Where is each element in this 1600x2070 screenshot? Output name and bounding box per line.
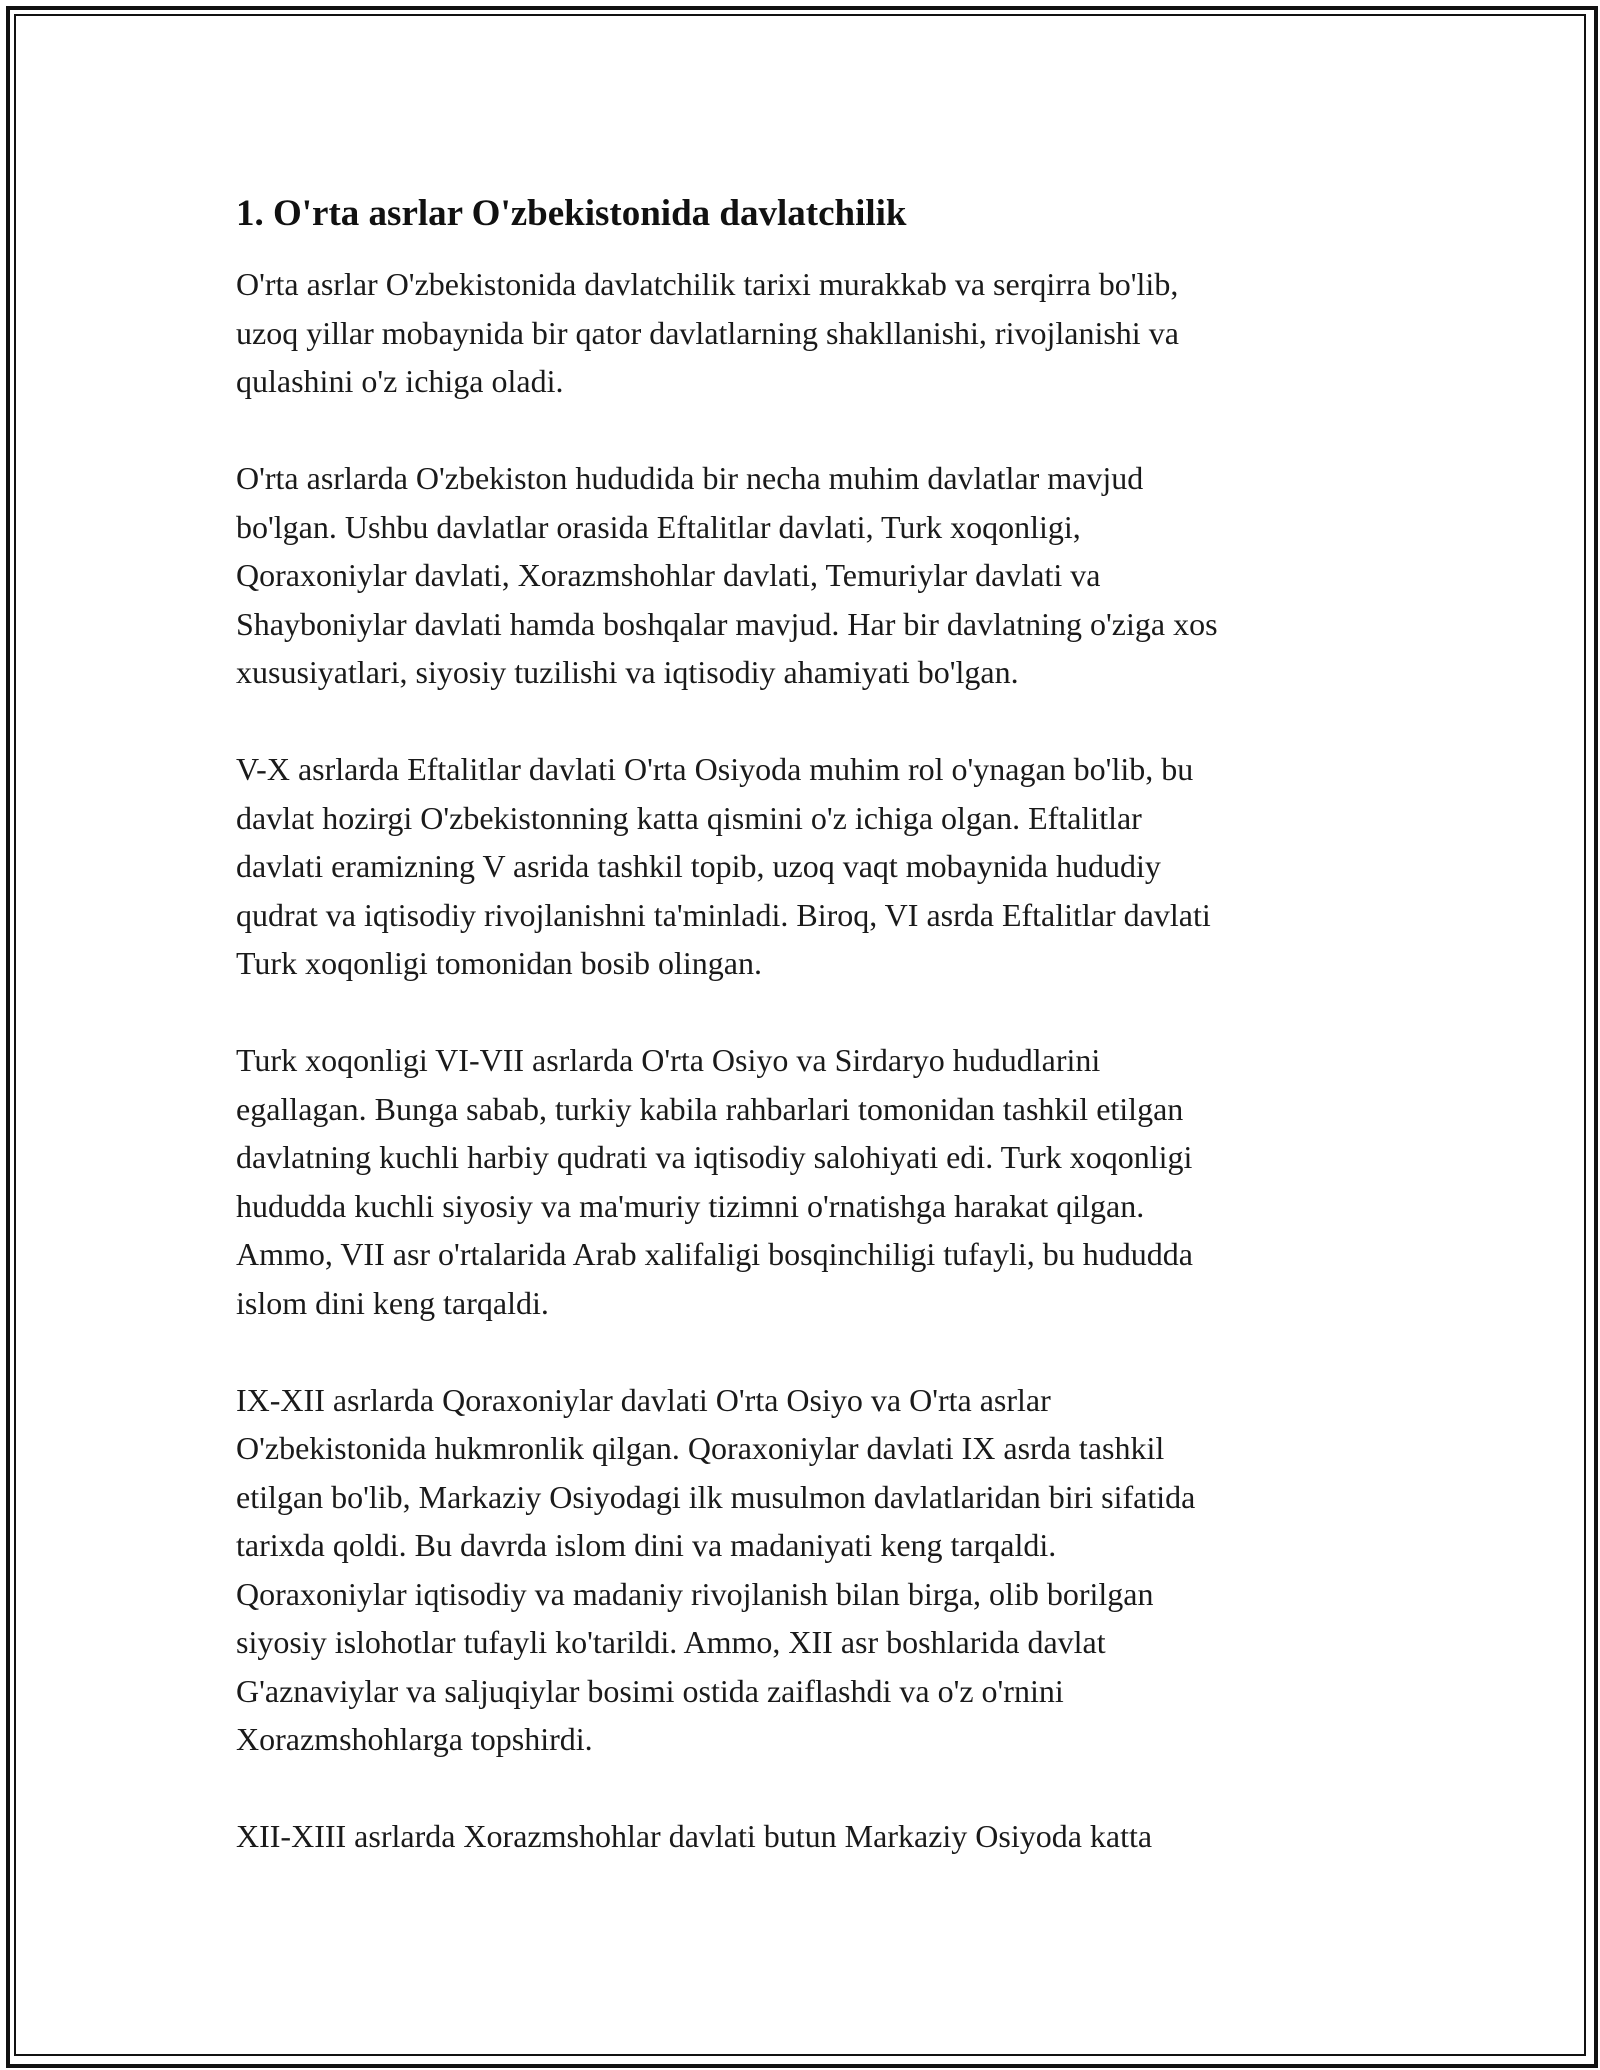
text-line: V-X asrlarda Eftalitlar davlati O'rta Osiyoda muhim rol o'ynagan bo'lib, bu — [236, 751, 1194, 787]
text-line: davlati eramizning V asrida tashkil topib, uzoq vaqt mobaynida hududiy — [236, 848, 1161, 884]
text-line: Qoraxoniylar davlati, Xorazmshohlar davlati, Temuriylar davlati va — [236, 557, 1101, 593]
paragraph-intro — [236, 260, 1386, 406]
text-line: IX-XII asrlarda Qoraxoniylar davlati O'rta Osiyo va O'rta asrlar — [236, 1381, 1051, 1418]
paragraph-xorazmshohlar — [236, 1812, 1386, 1861]
text-line: Shayboniylar davlati hamda boshqalar mavjud. Har bir davlatning o'ziga xos — [236, 605, 1218, 642]
paragraph-states-overview — [236, 454, 1386, 697]
text-line: Ammo, VII asr o'rtalarida Arab xalifaligi bosqinchiligi tufayli, bu hududda — [236, 1236, 1193, 1272]
text-line: islom dini keng tarqaldi. — [236, 1284, 549, 1321]
document-body — [236, 188, 1386, 1909]
text-line: O'zbekistonida hukmronlik qilgan. Qoraxoniylar davlati IX asrda tashkil — [236, 1430, 1165, 1466]
text-line: davlatning kuchli harbiy qudrati va iqtisodiy salohiyati edi. Turk xoqonligi — [236, 1139, 1193, 1175]
text-line: bo'lgan. Ushbu davlatlar orasida Eftalitlar davlati, Turk xoqonligi, — [236, 508, 1081, 545]
text-line: O'rta asrlarda O'zbekiston hududida bir necha muhim davlatlar mavjud — [236, 460, 1144, 496]
text-line: egallagan. Bunga sabab, turkiy kabila rahbarlari tomonidan tashkil etilgan — [236, 1090, 1184, 1127]
paragraph-eftalitlar — [236, 745, 1386, 988]
paragraph-qoraxoniylar — [236, 1376, 1386, 1764]
text-line: uzoq yillar mobaynida bir qator davlatlarning shakllanishi, rivojlanishi va — [236, 314, 1179, 351]
text-line: tarixda qoldi. Bu davrda islom dini va madaniyati keng tarqaldi. — [236, 1527, 1057, 1563]
text-line: davlat hozirgi O'zbekistonning katta qismini o'z ichiga olgan. Eftalitlar — [236, 799, 1142, 836]
text-line: xususiyatlari, siyosiy tuzilishi va iqtisodiy ahamiyati bo'lgan. — [236, 654, 1019, 690]
text-line: hududda kuchli siyosiy va ma'muriy tizimni o'rnatishga harakat qilgan. — [236, 1187, 1145, 1224]
section-title: 1. O'rta asrlar O'zbekistonida davlatchilik — [236, 193, 907, 234]
text-line: G'aznaviylar va saljuqiylar bosimi ostida zaiflashdi va o'z o'rnini — [236, 1672, 1064, 1709]
text-line: Xorazmshohlarga topshirdi. — [236, 1721, 593, 1757]
text-line: siyosiy islohotlar tufayli ko'tarildi. Ammo, XII asr boshlarida davlat — [236, 1624, 1106, 1660]
text-line: O'rta asrlar O'zbekistonida davlatchilik tarixi murakkab va serqirra bo'lib, — [236, 266, 1179, 302]
text-line: XII-XIII asrlarda Xorazmshohlar davlati butun Markaziy Osiyoda katta — [236, 1818, 1153, 1854]
text-line: etilgan bo'lib, Markaziy Osiyodagi ilk musulmon davlatlaridan biri sifatida — [236, 1478, 1196, 1515]
text-line: qulashini o'z ichiga oladi. — [236, 363, 564, 399]
paragraph-turk-xoqonligi — [236, 1036, 1386, 1327]
text-line: qudrat va iqtisodiy rivojlanishni ta'minladi. Biroq, VI asrda Eftalitlar davlati — [236, 896, 1211, 933]
text-line: Turk xoqonligi VI-VII asrlarda O'rta Osiyo va Sirdaryo hududlarini — [236, 1042, 1101, 1078]
text-line: Qoraxoniylar iqtisodiy va madaniy rivojlanish bilan birga, olib borilgan — [236, 1575, 1154, 1612]
text-line: Turk xoqonligi tomonidan bosib olingan. — [236, 945, 762, 981]
